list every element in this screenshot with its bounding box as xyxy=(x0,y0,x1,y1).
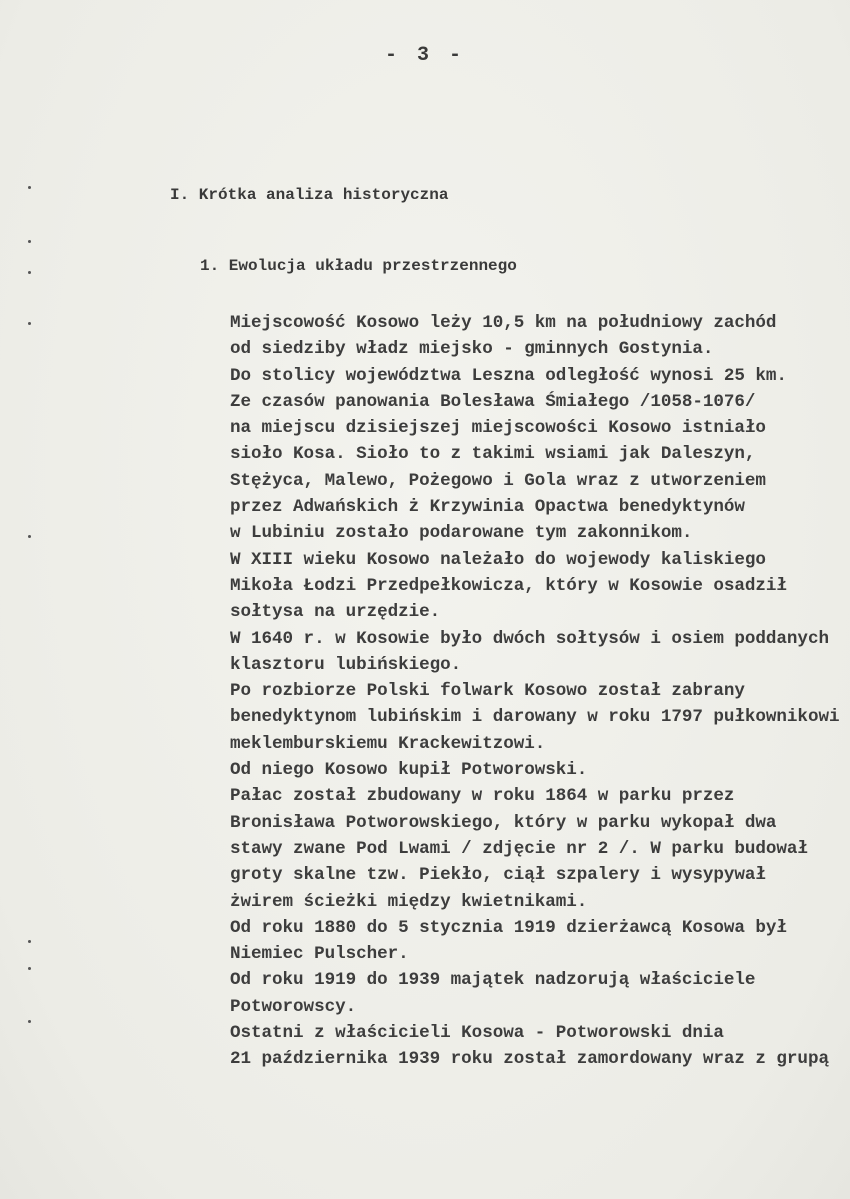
text-line: W 1640 r. w Kosowie było dwóch sołtysów i osiem poddanych xyxy=(230,628,829,649)
text-line: benedyktynom lubińskim i darowany w roku 1797 pułkownikowi xyxy=(230,707,840,728)
margin-mark xyxy=(28,940,31,943)
text-line: Od niego Kosowo kupił Potworowski. xyxy=(230,760,588,781)
text-line: Mikoła Łodzi Przedpełkowicza, który w Kosowie osadził xyxy=(230,575,787,596)
text-line: przez Adwańskich ż Krzywinia Opactwa benedyktynów xyxy=(230,497,745,518)
margin-mark xyxy=(28,1020,31,1023)
body-text xyxy=(230,310,839,1073)
text-line: Ze czasów panowania Bolesława Śmiałego /1058-1076/ xyxy=(230,391,756,412)
text-line: klasztoru lubińskiego. xyxy=(230,654,462,675)
text-line: Od roku 1919 do 1939 majątek nadzorują właściciele xyxy=(230,970,756,991)
text-line: Po rozbiorze Polski folwark Kosowo został zabrany xyxy=(230,681,745,702)
margin-mark xyxy=(28,186,31,189)
text-line: stawy zwane Pod Lwami / zdjęcie nr 2 /. W parku budował xyxy=(230,838,808,859)
text-line: W XIII wieku Kosowo należało do wojewody kaliskiego xyxy=(230,549,766,570)
text-line: Od roku 1880 do 5 stycznia 1919 dzierżawcą Kosowa był xyxy=(230,917,787,938)
text-line: żwirem ścieżki między kwietnikami. xyxy=(230,891,588,912)
text-line: na miejscu dzisiejszej miejscowości Kosowo istniało xyxy=(230,418,766,439)
text-line: w Lubiniu zostało podarowane tym zakonnikom. xyxy=(230,523,693,544)
text-line: groty skalne tzw. Piekło, ciął szpalery i wysypywał xyxy=(230,865,766,886)
page-number: - 3 - xyxy=(384,44,465,67)
text-line: Niemiec Pulscher. xyxy=(230,944,409,965)
text-line: Pałac został zbudowany w roku 1864 w parku przez xyxy=(230,786,735,807)
text-line: 21 października 1939 roku został zamordowany wraz z grupą xyxy=(230,1049,829,1070)
margin-mark xyxy=(28,271,31,274)
text-line: Bronisława Potworowskiego, który w parku wykopał dwa xyxy=(230,812,777,833)
subsection-title: 1. Ewolucja układu przestrzennego xyxy=(200,257,517,275)
section-title: I. Krótka analiza historyczna xyxy=(170,186,449,204)
text-line: Miejscowość Kosowo leży 10,5 km na południowy zachód xyxy=(230,313,777,333)
text-line: sioło Kosa. Sioło to z takimi wsiami jak Daleszyn, xyxy=(230,444,756,465)
text-line: Do stolicy województwa Leszna odległość wynosi 25 km. xyxy=(230,365,787,386)
margin-mark xyxy=(28,240,31,243)
text-line: sołtysa na urzędzie. xyxy=(230,602,441,623)
margin-mark xyxy=(28,967,31,970)
text-line: Potworowscy. xyxy=(230,996,357,1017)
margin-mark xyxy=(28,322,31,325)
margin-mark xyxy=(28,535,31,538)
text-line: od siedziby władz miejsko - gminnych Gostynia. xyxy=(230,339,714,360)
text-line: Stężyca, Malewo, Pożegowo i Gola wraz z utworzeniem xyxy=(230,470,766,491)
text-line: meklemburskiemu Krackewitzowi. xyxy=(230,733,546,754)
text-line: Ostatni z właścicieli Kosowa - Potworowski dnia xyxy=(230,1023,724,1044)
